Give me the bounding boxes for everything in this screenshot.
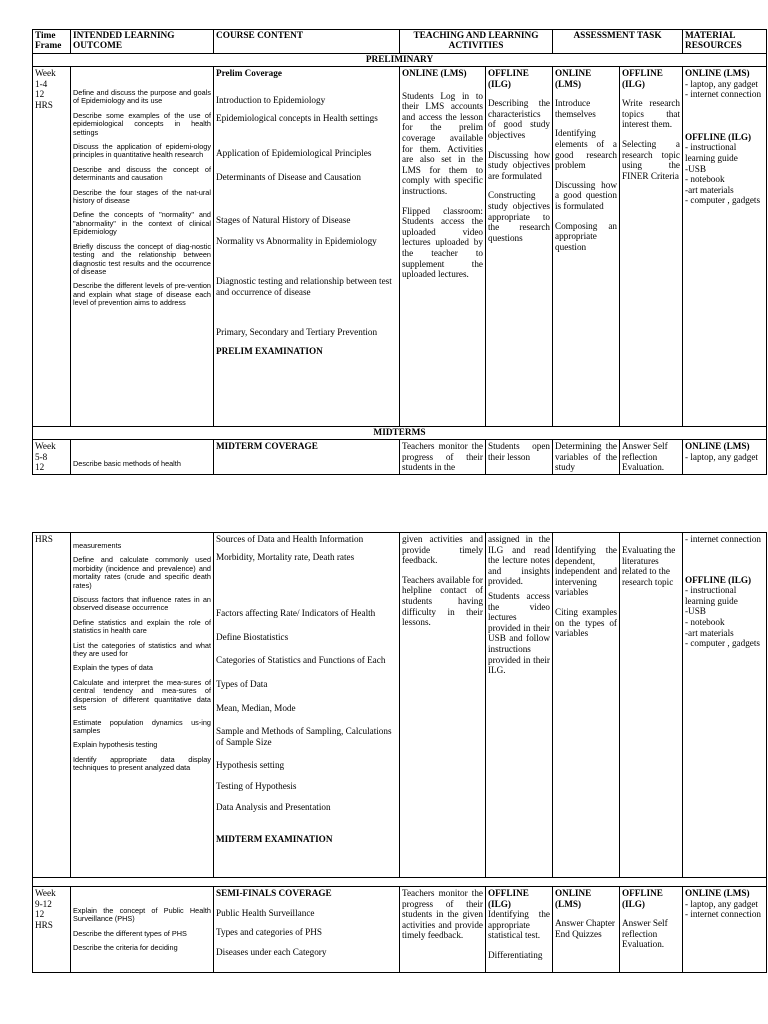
midterm-content-top — [214, 440, 400, 475]
semifinals-tla-online: Teachers monitor the progress of their students in the given activities and provide timely feedback. — [400, 887, 486, 973]
assess-online-text: Discussing how a good question is formulated — [555, 179, 617, 211]
content-item: Data Analysis and Presentation — [216, 801, 331, 812]
objective-item: Describe some examples of the use of epidemiological concepts in health settings — [73, 110, 211, 137]
assess-offline-heading: OFFLINE (ILG) — [622, 68, 663, 89]
tla-online-text: Students Log in to their LMS accounts and access the lesson for the prelim coverage available for them. Activities are also set in the LMS for them to comply with specific instructions. — [402, 90, 483, 196]
tla-online-heading: ONLINE (LMS) — [402, 68, 467, 78]
content-item: Hypothesis setting — [216, 760, 285, 771]
section-divider-blank — [33, 878, 767, 887]
midterm-time-line: Week — [35, 441, 56, 451]
objective-item: Discuss the application of epidemi-ology principles in quantitative health research — [73, 142, 211, 160]
syllabus-table-page2 — [32, 532, 767, 973]
semifinals-time-frame — [33, 887, 71, 973]
material-item: - laptop, any gadget — [685, 451, 758, 462]
prelim-time-frame — [33, 67, 71, 427]
material-item: -art materials — [685, 627, 734, 638]
assess-online-text: Composing an appropriate question — [555, 220, 617, 252]
material-item: -USB — [685, 606, 706, 617]
midterm-exam-label: MIDTERM EXAMINATION — [216, 834, 333, 845]
content-item: Normality vs Abnormality in Epidemiology — [216, 235, 377, 246]
material-item: - computer , gadgets — [685, 638, 761, 649]
section-preliminary: PRELIMINARY — [33, 54, 767, 67]
objective-item: List the categories of statistics and what they are used for — [73, 640, 211, 659]
material-item: - instructional learning guide — [685, 142, 738, 163]
prelim-materials — [683, 67, 767, 427]
material-item: -art materials — [685, 184, 734, 195]
content-item: Sources of Data and Health Information — [216, 534, 364, 544]
prelim-time-line: Week — [35, 68, 56, 78]
content-item: Public Health Surveillance — [216, 907, 315, 918]
midterm-tla-offline — [486, 533, 553, 878]
assess-online-text: Identifying elements of a good research problem — [555, 128, 617, 171]
objective-item: measurements — [73, 541, 122, 550]
prelim-assess-online — [553, 67, 620, 427]
content-item: Define Biostatistics — [216, 631, 289, 642]
tla-offline-text: Students access the video lectures provided in their USB and follow instructions provided in their ILG. — [488, 590, 550, 676]
prelim-exam-label: PRELIM EXAMINATION — [216, 345, 323, 356]
midterm-time-frame-bottom: HRS — [33, 533, 71, 878]
midterm-tla-online — [400, 533, 486, 878]
content-item: Factors affecting Rate/ Indicators of Health — [216, 608, 376, 619]
midterm-assess-offline-top: Answer Self reflection Evaluation. — [620, 440, 683, 475]
assess-online-text: Answer Chapter End Quizzes — [555, 918, 615, 939]
semifinals-coverage-heading: SEMI-FINALS COVERAGE — [216, 888, 332, 898]
midterm-time-line: 5-8 — [35, 451, 48, 462]
materials-online-heading: ONLINE (LMS) — [685, 68, 750, 78]
content-item: Introduction to Epidemiology — [216, 94, 326, 105]
header-assessment: ASSESSMENT TASK — [553, 30, 683, 54]
objective-item: Describe and discuss the concept of determinants and causation — [73, 164, 211, 183]
prelim-time-line: 12 — [35, 89, 45, 100]
midterm-assess-offline — [620, 533, 683, 878]
header-materials: MATERIAL RESOURCES — [683, 30, 767, 54]
content-item: Diagnostic testing and relationship between test and occurrence of disease — [216, 276, 392, 297]
objective-item: Explain the types of data — [73, 663, 153, 673]
material-item: - notebook — [685, 616, 725, 627]
material-item: - instructional learning guide — [685, 585, 738, 606]
tla-online-text: given activities and provide timely feedback. — [402, 534, 483, 566]
materials-offline-heading: OFFLINE (ILG) — [685, 131, 752, 142]
semifinals-assess-online — [553, 887, 620, 973]
material-item: - laptop, any gadget — [685, 898, 758, 909]
tla-offline-text: Constructing study objectives appropriate to the research questions — [488, 190, 550, 243]
objective-item: Define and calculate commonly used morbidity (incidence and prevalence) and mortality rates (crude and specific death rates) — [73, 555, 211, 590]
assess-offline-text: Selecting a research topic using the FINER Criteria — [622, 138, 681, 181]
midterm-assess-online — [553, 533, 620, 878]
assess-offline-heading: OFFLINE (ILG) — [622, 888, 663, 909]
semifinals-tla-offline — [486, 887, 553, 973]
midterm-time-line: 12 — [35, 462, 45, 473]
midterm-objective-top — [71, 440, 214, 475]
objective-item: Describe basic methods of health — [73, 459, 181, 468]
semifinals-time-line: HRS — [35, 919, 53, 930]
prelim-objectives — [71, 67, 214, 427]
material-item: -USB — [685, 163, 706, 174]
tla-offline-text: assigned in the ILG and read the lecture notes and insights provided. — [488, 534, 550, 587]
material-item: - laptop, any gadget — [685, 78, 758, 89]
tla-online-text: Teachers available for helpline contact of students having difficulty in their lessons. — [402, 574, 483, 628]
objective-item: Discuss factors that influence rates in an observed disease occurrence — [73, 595, 211, 613]
semifinals-course-content — [214, 887, 400, 973]
content-item: Determinants of Disease and Causation — [216, 172, 361, 183]
objective-item: Explain the concept of Public Health Surveillance (PHS) — [73, 906, 211, 924]
content-item: Testing of Hypothesis — [216, 780, 297, 791]
tla-offline-text: Differentiating — [488, 949, 543, 960]
objective-item: Describe the four stages of the nat-ural history of disease — [73, 187, 211, 206]
tla-online-text: Flipped classroom: Students access the uploaded video lectures uploaded by the teacher to supplement the uploaded lectures. — [402, 205, 483, 280]
prelim-coverage-heading: Prelim Coverage — [216, 68, 282, 78]
content-item: Epidemiological concepts in Health settings — [216, 113, 378, 124]
content-item: Mean, Median, Mode — [216, 702, 296, 713]
materials-online-heading: ONLINE (LMS) — [685, 441, 750, 451]
assess-offline-text: Write research topics that interest them. — [622, 98, 681, 130]
tla-offline-text: Discussing how study objectives are formulated — [488, 149, 550, 181]
prelim-tla-offline — [486, 67, 553, 427]
objective-item: Explain hypothesis testing — [73, 740, 158, 750]
tla-offline-text: Describing the characteristics of good study objectives — [488, 98, 550, 140]
midterm-assess-online-top: Determining the variables of the study — [553, 440, 620, 475]
materials-online-heading: ONLINE (LMS) — [685, 888, 750, 898]
semifinals-time-line: Week — [35, 888, 56, 898]
objective-item: Define the concepts of "normality" and "abnormality" in the context of clinical Epidemiology — [73, 210, 211, 237]
objective-item: Describe the different levels of pre-vention and explain what stage of disease each level of prevention aims to address — [73, 281, 211, 308]
objective-item: Estimate population dynamics us-ing samples — [73, 717, 211, 735]
prelim-course-content — [214, 67, 400, 427]
midterm-materials — [683, 533, 767, 878]
objective-item: Define and discuss the purpose and goals of Epidemiology and its use — [73, 88, 211, 106]
midterm-tla-online-top: Teachers monitor the progress of their students in the — [400, 440, 486, 475]
objective-item: Describe the criteria for deciding — [73, 943, 178, 953]
objective-item: Calculate and interpret the mea-sures of central tendency and mea-sures of dispersion of different quantitative data sets — [73, 677, 211, 713]
material-item: - internet connection — [685, 534, 762, 544]
assess-online-text: Identifying the dependent, independent and intervening variables — [555, 545, 617, 598]
prelim-time-line: HRS — [35, 99, 53, 110]
header-time-frame: Time Frame — [33, 30, 71, 54]
midterm-time-frame-top — [33, 440, 71, 475]
content-item: Types and categories of PHS — [216, 927, 323, 938]
objective-item: Identify appropriate data display techniques to present analyzed data — [73, 754, 211, 773]
midterm-course-content — [214, 533, 400, 878]
assess-online-text: Citing examples on the types of variables — [555, 606, 617, 639]
header-ilo: INTENDED LEARNING OUTCOME — [71, 30, 214, 54]
section-midterms: MIDTERMS — [33, 427, 767, 440]
semifinals-objectives — [71, 887, 214, 973]
material-item: - internet connection — [685, 909, 762, 920]
header-tla: TEACHING AND LEARNING ACTIVITIES — [400, 30, 553, 54]
assess-online-heading: ONLINE (LMS) — [555, 68, 592, 89]
prelim-tla-online — [400, 67, 486, 427]
material-item: - internet connection — [685, 89, 762, 100]
content-item: Stages of Natural History of Disease — [216, 214, 351, 225]
syllabus-table-page1 — [32, 29, 767, 475]
semifinals-materials — [683, 887, 767, 973]
objective-item: Define statistics and explain the role of statistics in health care — [73, 617, 211, 636]
tla-offline-text: Identifying the appropriate statistical test. — [488, 909, 550, 941]
midterm-tla-offline-top: Students open their lesson — [486, 440, 553, 475]
objective-item: Describe the different types of PHS — [73, 928, 187, 938]
tla-offline-heading: OFFLINE (ILG) — [488, 888, 529, 909]
semifinals-time-line: 9-12 — [35, 898, 52, 909]
midterm-coverage-heading: MIDTERM COVERAGE — [216, 441, 318, 451]
content-item: Morbidity, Mortality rate, Death rates — [216, 551, 355, 562]
tla-offline-heading: OFFLINE (ILG) — [488, 68, 529, 89]
assess-offline-text: Answer Self reflection Evaluation. — [622, 918, 668, 950]
assess-online-heading: ONLINE (LMS) — [555, 888, 592, 909]
material-item: - notebook — [685, 174, 725, 185]
prelim-time-line: 1-4 — [35, 78, 48, 89]
semifinals-time-line: 12 — [35, 909, 45, 920]
content-item: Categories of Statistics and Functions of Each — [216, 655, 386, 666]
objective-item: Briefly discuss the concept of diag-nostic testing and the relationship between diagnostic test results and the occurrence of disease — [73, 241, 211, 276]
content-item: Sample and Methods of Sampling, Calculations of Sample Size — [216, 726, 392, 747]
material-item: - computer , gadgets — [685, 195, 761, 206]
semifinals-assess-offline — [620, 887, 683, 973]
midterm-materials-top — [683, 440, 767, 475]
prelim-assess-offline — [620, 67, 683, 427]
content-item: Primary, Secondary and Tertiary Prevention — [216, 327, 378, 338]
content-item: Application of Epidemiological Principles — [216, 147, 372, 158]
materials-offline-heading: OFFLINE (ILG) — [685, 574, 752, 585]
midterm-objectives — [71, 533, 214, 878]
content-item: Types of Data — [216, 678, 268, 689]
header-course-content: COURSE CONTENT — [214, 30, 400, 54]
content-item: Diseases under each Category — [216, 946, 327, 957]
assess-online-text: Introduce themselves — [555, 98, 596, 119]
assess-offline-text: Evaluating the literatures related to the research topic — [622, 545, 676, 587]
